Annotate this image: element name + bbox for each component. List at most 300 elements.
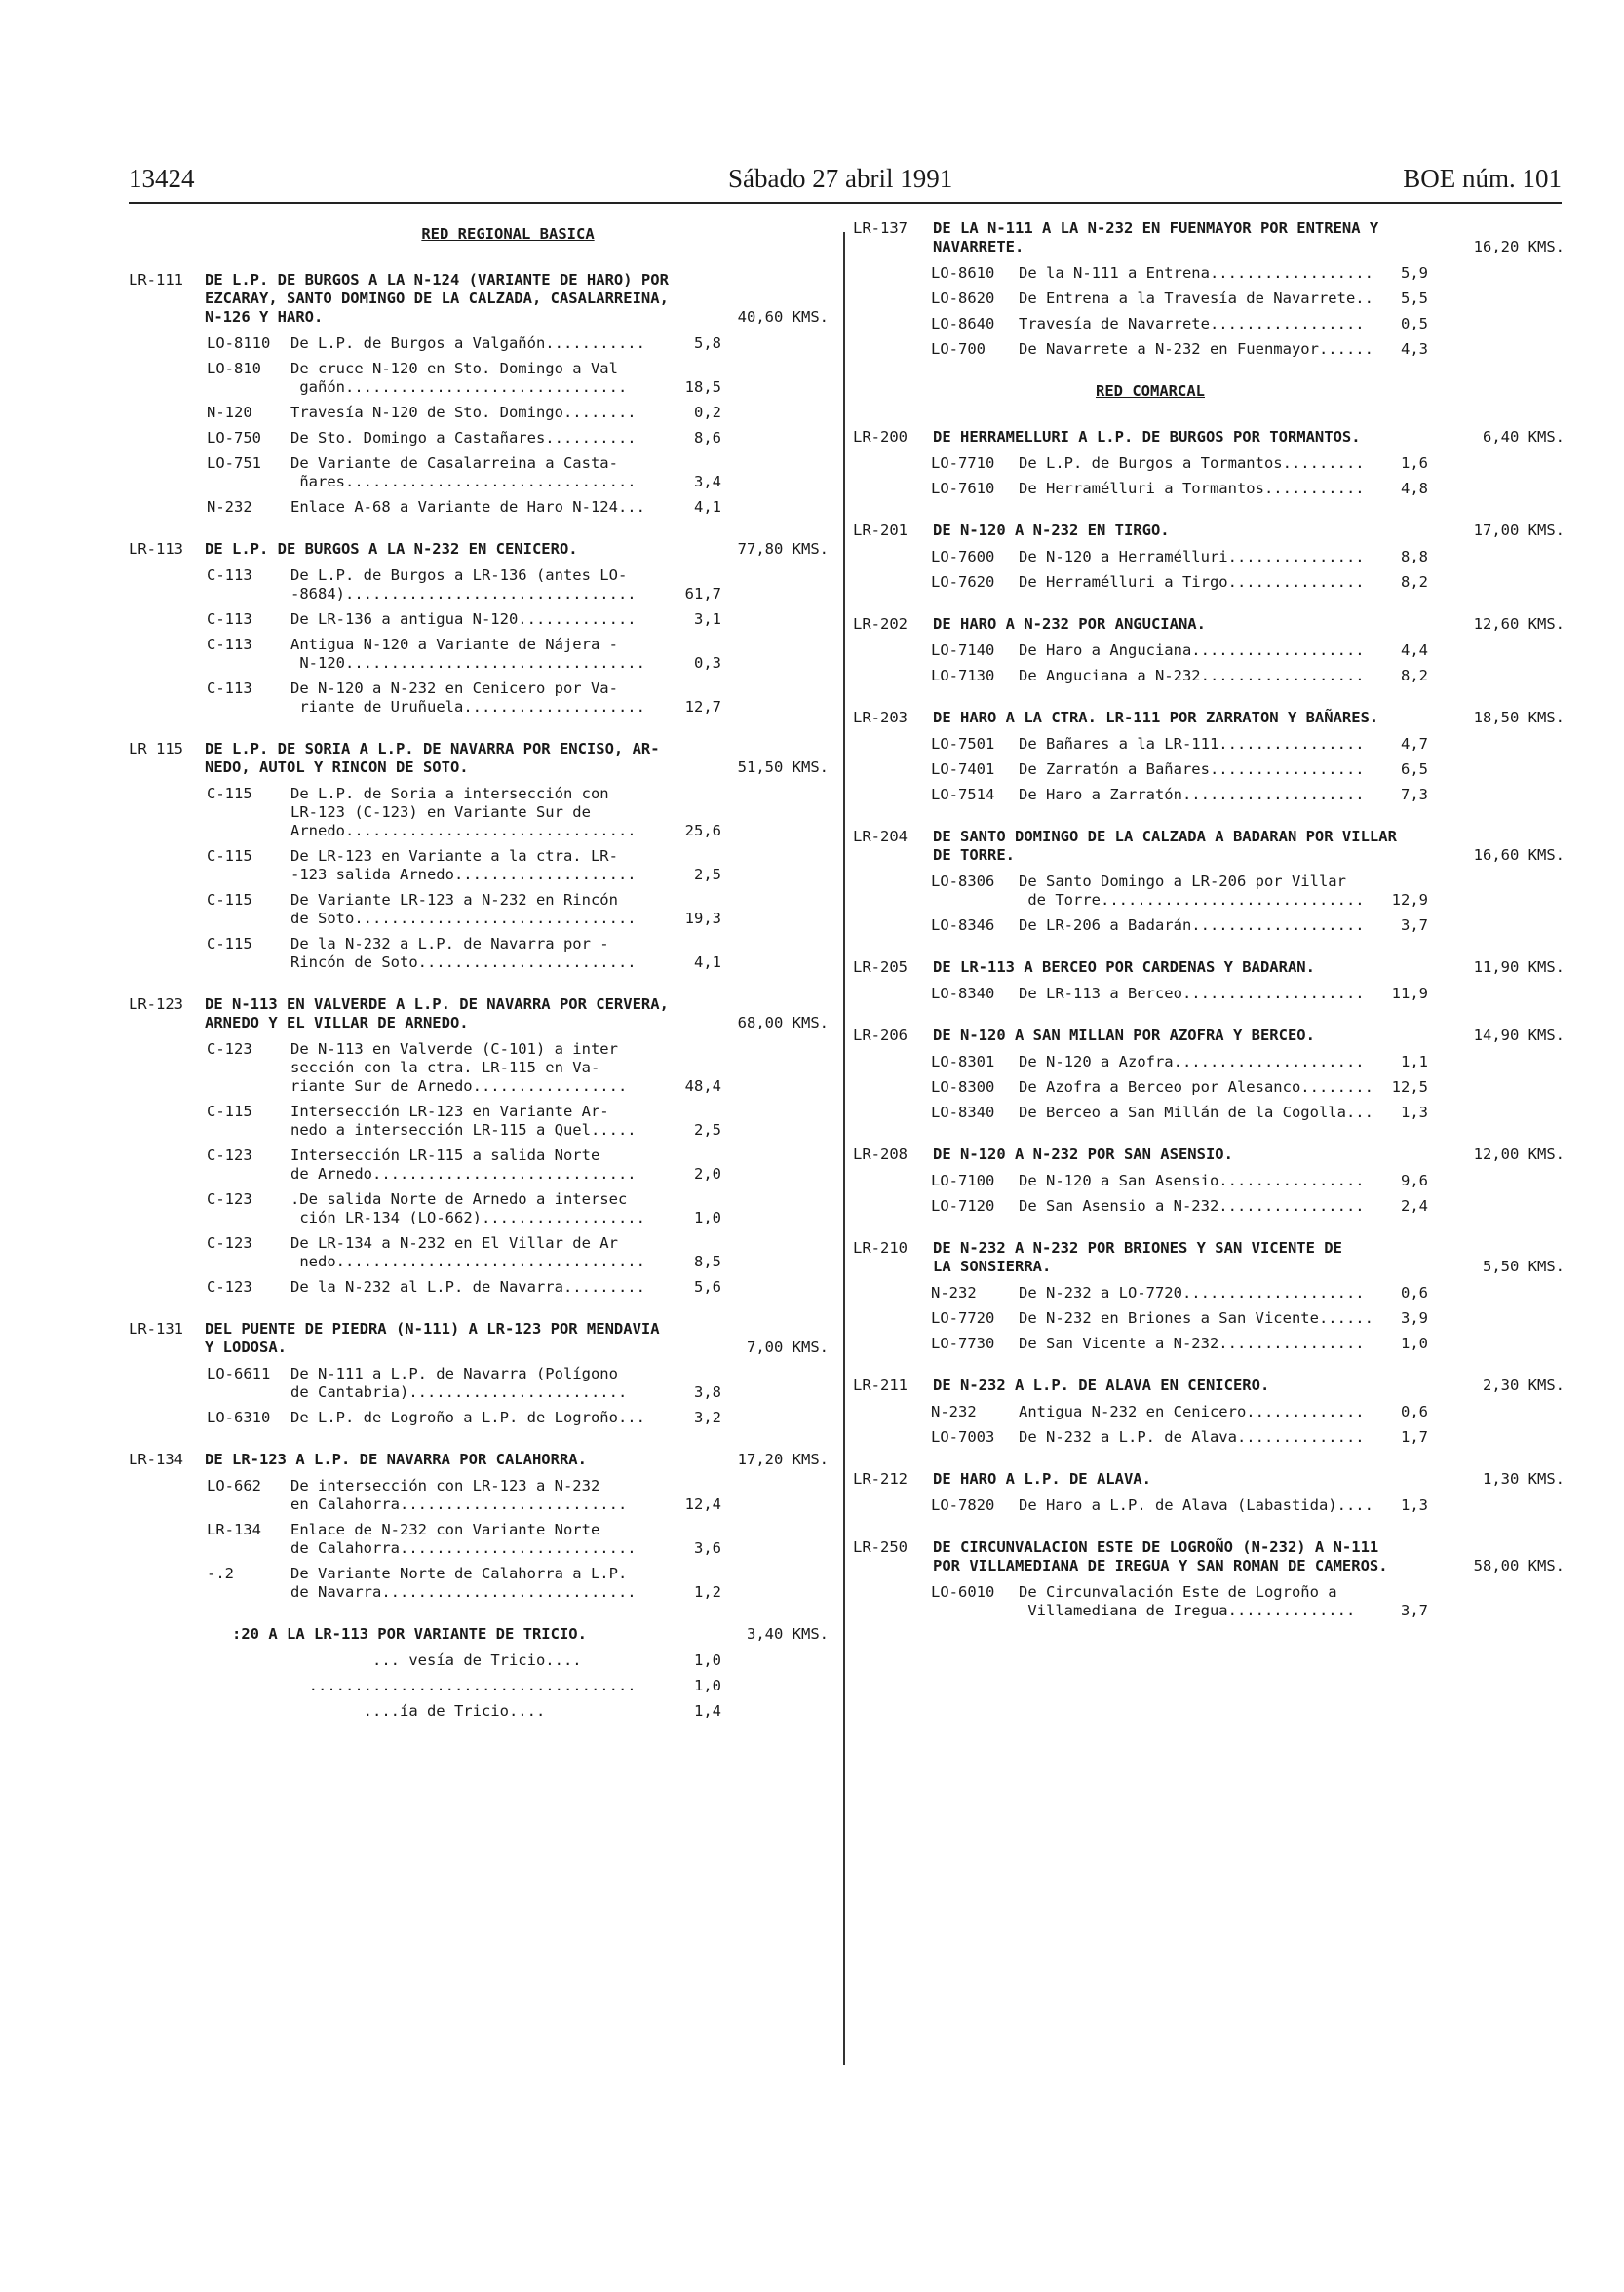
segment-code: LO-8300 bbox=[931, 1078, 995, 1096]
segment-row bbox=[129, 1677, 829, 1695]
segment-length: 0,6 bbox=[1401, 1403, 1428, 1420]
road-code: LR-113 bbox=[129, 540, 183, 558]
road-description: DEL PUENTE DE PIEDRA (N-111) A LR-123 POR MENDAVIA Y LODOSA. bbox=[205, 1320, 660, 1356]
segment-code: LO-6010 bbox=[931, 1583, 995, 1601]
segment-description: De N-111 a L.P. de Navarra (Polígono de Cantabria)........................ bbox=[290, 1365, 628, 1401]
road-length: 17,00 KMS. bbox=[1473, 522, 1565, 539]
segment-length: 1,2 bbox=[694, 1583, 721, 1601]
page-number: 13424 bbox=[129, 164, 195, 193]
segment-description: .................................... bbox=[290, 1677, 637, 1694]
segment-row bbox=[853, 1403, 1565, 1421]
segment-row bbox=[853, 786, 1565, 804]
segment-description: De LR-113 a Berceo.................... bbox=[1019, 985, 1365, 1002]
segment-list bbox=[129, 785, 829, 972]
segment-description: De Haro a Anguciana................... bbox=[1019, 641, 1365, 659]
section-title-comarcal: RED COMARCAL bbox=[1096, 382, 1205, 400]
segment-row bbox=[853, 641, 1565, 660]
segment-row bbox=[853, 1309, 1565, 1328]
segment-description: ... vesía de Tricio.... bbox=[290, 1651, 582, 1669]
road-code: LR-208 bbox=[853, 1146, 908, 1163]
road-code: LR-200 bbox=[853, 428, 908, 446]
road-code: LR-111 bbox=[129, 271, 183, 289]
segment-code: LO-7820 bbox=[931, 1496, 995, 1514]
road-code: LR-210 bbox=[853, 1239, 908, 1257]
segment-length: 12,5 bbox=[1391, 1078, 1428, 1096]
road-entry bbox=[853, 219, 1565, 359]
segment-row bbox=[853, 340, 1565, 359]
segment-row bbox=[853, 454, 1565, 473]
segment-description: De N-232 a L.P. de Alava.............. bbox=[1019, 1428, 1365, 1446]
segment-length: 4,7 bbox=[1401, 735, 1428, 753]
segment-row bbox=[129, 1146, 829, 1184]
segment-row bbox=[853, 735, 1565, 754]
road-description: DE L.P. DE BURGOS A LA N-232 EN CENICERO. bbox=[205, 540, 578, 558]
segment-list bbox=[853, 985, 1565, 1003]
segment-length: 12,9 bbox=[1391, 891, 1428, 909]
segment-row bbox=[853, 315, 1565, 333]
segment-length: 1,7 bbox=[1401, 1428, 1428, 1446]
segment-row bbox=[853, 1197, 1565, 1216]
road-length: 17,20 KMS. bbox=[737, 1451, 829, 1468]
segment-description: De N-113 en Valverde (C-101) a inter sección con la ctra. LR-115 en Va- riante Sur de Arnedo................. bbox=[290, 1040, 628, 1095]
segment-code: LO-700 bbox=[931, 340, 986, 358]
segment-description: Antigua N-120 a Variante de Nájera - N-120................................. bbox=[290, 636, 645, 672]
segment-length: 1,0 bbox=[1401, 1335, 1428, 1352]
segment-description: De Herramélluri a Tirgo............... bbox=[1019, 573, 1365, 591]
road-entry bbox=[853, 1239, 1565, 1353]
segment-description: De Circunvalación Este de Logroño a Villamediana de Iregua.............. bbox=[1019, 1583, 1356, 1619]
road-description: DE SANTO DOMINGO DE LA CALZADA A BADARAN POR VILLAR DE TORRE. bbox=[933, 828, 1397, 864]
segment-code: C-115 bbox=[207, 1103, 252, 1120]
segment-description: De Berceo a San Millán de la Cogolla... bbox=[1019, 1104, 1373, 1121]
road-entry bbox=[129, 740, 829, 972]
segment-description: De Haro a Zarratón.................... bbox=[1019, 786, 1365, 803]
segment-length: 2,5 bbox=[694, 1121, 721, 1139]
road-length: 51,50 KMS. bbox=[737, 758, 829, 776]
road-length: 12,60 KMS. bbox=[1473, 615, 1565, 633]
segment-length: 25,6 bbox=[684, 822, 721, 839]
segment-list bbox=[853, 1496, 1565, 1515]
road-entry bbox=[853, 828, 1565, 935]
segment-code: LO-810 bbox=[207, 360, 261, 377]
segment-description: De Zarratón a Bañares................. bbox=[1019, 760, 1365, 778]
segment-row bbox=[853, 985, 1565, 1003]
road-description: DE LR-123 A L.P. DE NAVARRA POR CALAHORRA. bbox=[205, 1451, 587, 1468]
segment-row bbox=[129, 566, 829, 603]
segment-code: LO-7620 bbox=[931, 573, 995, 591]
segment-list bbox=[853, 641, 1565, 685]
segment-row bbox=[129, 891, 829, 928]
segment-row bbox=[129, 1190, 829, 1227]
segment-length: 5,6 bbox=[694, 1278, 721, 1296]
segment-code: LO-7100 bbox=[931, 1172, 995, 1189]
segment-row bbox=[129, 1409, 829, 1427]
issue-date: Sábado 27 abril 1991 bbox=[728, 164, 953, 193]
segment-description: De Variante LR-123 a N-232 en Rincón de Soto............................... bbox=[290, 891, 637, 927]
segment-length: 3,8 bbox=[694, 1383, 721, 1401]
segment-description: De la N-232 a L.P. de Navarra por - Rincón de Soto........................ bbox=[290, 935, 637, 971]
road-description: DE HARO A N-232 POR ANGUCIANA. bbox=[933, 615, 1206, 633]
segment-row bbox=[129, 334, 829, 353]
road-length: 77,80 KMS. bbox=[737, 540, 829, 558]
road-code: LR 115 bbox=[129, 740, 183, 758]
segment-row bbox=[853, 1172, 1565, 1190]
segment-row bbox=[129, 498, 829, 517]
road-length: 16,20 KMS. bbox=[1473, 238, 1565, 255]
road-code: LR-123 bbox=[129, 995, 183, 1013]
segment-length: 4,1 bbox=[694, 953, 721, 971]
road-entry bbox=[853, 1538, 1565, 1620]
segment-list bbox=[853, 1284, 1565, 1353]
segment-description: Enlace A-68 a Variante de Haro N-124... bbox=[290, 498, 645, 516]
segment-length: 8,8 bbox=[1401, 548, 1428, 565]
segment-length: 7,3 bbox=[1401, 786, 1428, 803]
segment-length: 3,6 bbox=[694, 1539, 721, 1557]
segment-row bbox=[853, 264, 1565, 283]
segment-description: De Santo Domingo a LR-206 por Villar de Torre............................. bbox=[1019, 873, 1365, 909]
road-length: 1,30 KMS. bbox=[1483, 1470, 1565, 1488]
segment-list bbox=[853, 1172, 1565, 1216]
segment-list bbox=[129, 1040, 829, 1297]
road-length: 7,00 KMS. bbox=[747, 1339, 829, 1356]
segment-description: De Haro a L.P. de Alava (Labastida).... bbox=[1019, 1496, 1373, 1514]
road-entry bbox=[129, 1625, 829, 1721]
road-entry bbox=[853, 1377, 1565, 1447]
road-entry bbox=[853, 1027, 1565, 1122]
issue-number: BOE núm. 101 bbox=[1403, 164, 1562, 193]
segment-length: 9,6 bbox=[1401, 1172, 1428, 1189]
segment-row bbox=[129, 454, 829, 491]
segment-description: De L.P. de Burgos a LR-136 (antes LO- -8684)................................ bbox=[290, 566, 637, 602]
segment-row bbox=[129, 610, 829, 629]
segment-description: Enlace de N-232 con Variante Norte de Calahorra.......................... bbox=[290, 1521, 637, 1557]
road-code: LR-250 bbox=[853, 1538, 908, 1556]
segment-description: De San Vicente a N-232................ bbox=[1019, 1335, 1365, 1352]
segment-list bbox=[853, 1053, 1565, 1122]
road-entry bbox=[853, 1470, 1565, 1515]
header-rule bbox=[129, 202, 1562, 204]
segment-length: 8,2 bbox=[1401, 667, 1428, 684]
segment-length: 8,5 bbox=[694, 1253, 721, 1270]
segment-list bbox=[129, 1477, 829, 1602]
segment-length: 3,1 bbox=[694, 610, 721, 628]
segment-code: N-232 bbox=[931, 1403, 977, 1420]
segment-code: LO-8301 bbox=[931, 1053, 995, 1070]
segment-list bbox=[129, 1651, 829, 1721]
segment-code: C-115 bbox=[207, 847, 252, 865]
road-code: LR-212 bbox=[853, 1470, 908, 1488]
segment-list bbox=[853, 1403, 1565, 1447]
segment-description: De intersección con LR-123 a N-232 en Calahorra......................... bbox=[290, 1477, 628, 1513]
road-entry bbox=[129, 1451, 829, 1602]
segment-description: .De salida Norte de Arnedo a intersec ción LR-134 (LO-662).................. bbox=[290, 1190, 645, 1226]
segment-description: De Navarrete a N-232 en Fuenmayor...... bbox=[1019, 340, 1373, 358]
segment-row bbox=[129, 680, 829, 717]
segment-code: LO-8340 bbox=[931, 985, 995, 1002]
segment-row bbox=[129, 1278, 829, 1297]
segment-code: LO-750 bbox=[207, 429, 261, 447]
segment-code: LO-662 bbox=[207, 1477, 261, 1495]
segment-code: LO-8110 bbox=[207, 334, 271, 352]
road-length: 6,40 KMS. bbox=[1483, 428, 1565, 446]
segment-row bbox=[853, 1284, 1565, 1302]
segment-description: ....ía de Tricio.... bbox=[290, 1702, 546, 1720]
segment-description: De San Asensio a N-232................ bbox=[1019, 1197, 1365, 1215]
segment-description: De Anguciana a N-232.................. bbox=[1019, 667, 1365, 684]
segment-code: LO-7501 bbox=[931, 735, 995, 753]
road-code: LR-201 bbox=[853, 522, 908, 539]
road-description: DE N-232 A L.P. DE ALAVA EN CENICERO. bbox=[933, 1377, 1270, 1394]
segment-description: De LR-136 a antigua N-120............. bbox=[290, 610, 637, 628]
segment-row bbox=[853, 1428, 1565, 1447]
road-description: DE N-113 EN VALVERDE A L.P. DE NAVARRA POR CERVERA, ARNEDO Y EL VILLAR DE ARNEDO. bbox=[205, 995, 669, 1031]
segment-description: De N-120 a San Asensio................ bbox=[1019, 1172, 1365, 1189]
segment-row bbox=[853, 916, 1565, 935]
road-code: LR-131 bbox=[129, 1320, 183, 1338]
segment-code: C-123 bbox=[207, 1234, 252, 1252]
segment-length: 5,9 bbox=[1401, 264, 1428, 282]
segment-length: 1,6 bbox=[1401, 454, 1428, 472]
road-description: DE L.P. DE SORIA A L.P. DE NAVARRA POR ENCISO, AR- NEDO, AUTOL Y RINCON DE SOTO. bbox=[205, 740, 660, 776]
segment-row bbox=[129, 1565, 829, 1602]
segment-row bbox=[129, 1040, 829, 1096]
road-code: LR-206 bbox=[853, 1027, 908, 1044]
segment-description: De N-120 a Herramélluri............... bbox=[1019, 548, 1365, 565]
segment-length: 1,4 bbox=[694, 1702, 721, 1720]
segment-row bbox=[853, 290, 1565, 308]
segment-row bbox=[129, 1234, 829, 1271]
segment-code: LO-7401 bbox=[931, 760, 995, 778]
segment-description: De Azofra a Berceo por Alesanco........ bbox=[1019, 1078, 1373, 1096]
road-entry bbox=[853, 709, 1565, 804]
road-length: 18,50 KMS. bbox=[1473, 709, 1565, 726]
segment-description: De N-120 a N-232 en Cenicero por Va- riante de Uruñuela.................... bbox=[290, 680, 645, 716]
road-description: DE HARO A L.P. DE ALAVA. bbox=[933, 1470, 1151, 1488]
segment-description: Travesía de Navarrete................. bbox=[1019, 315, 1365, 332]
segment-list bbox=[853, 1583, 1565, 1620]
segment-description: De N-232 en Briones a San Vicente...... bbox=[1019, 1309, 1373, 1327]
segment-description: De LR-206 a Badarán................... bbox=[1019, 916, 1365, 934]
segment-code: C-123 bbox=[207, 1278, 252, 1296]
road-code: LR-204 bbox=[853, 828, 908, 845]
right-road-list-a bbox=[853, 219, 1565, 359]
segment-length: 3,9 bbox=[1401, 1309, 1428, 1327]
segment-description: De L.P. de Logroño a L.P. de Logroño... bbox=[290, 1409, 645, 1426]
segment-code: LO-7730 bbox=[931, 1335, 995, 1352]
segment-row bbox=[129, 1521, 829, 1558]
road-code: LR-203 bbox=[853, 709, 908, 726]
road-entry bbox=[129, 1320, 829, 1427]
segment-description: De Bañares a la LR-111................ bbox=[1019, 735, 1365, 753]
segment-length: 4,8 bbox=[1401, 480, 1428, 497]
segment-row bbox=[853, 1053, 1565, 1071]
segment-length: 4,4 bbox=[1401, 641, 1428, 659]
segment-description: De cruce N-120 en Sto. Domingo a Val gañón............................... bbox=[290, 360, 628, 396]
segment-code: C-113 bbox=[207, 566, 252, 584]
road-code: LR-134 bbox=[129, 1451, 183, 1468]
segment-row bbox=[129, 360, 829, 397]
segment-length: 19,3 bbox=[684, 910, 721, 927]
segment-row bbox=[853, 1335, 1565, 1353]
road-description: DE LR-113 A BERCEO POR CARDENAS Y BADARAN. bbox=[933, 958, 1315, 976]
road-entry bbox=[129, 540, 829, 717]
segment-row bbox=[853, 873, 1565, 910]
segment-row bbox=[129, 785, 829, 840]
segment-length: 1,1 bbox=[1401, 1053, 1428, 1070]
segment-row bbox=[853, 548, 1565, 566]
right-road-list-b bbox=[853, 428, 1565, 1620]
segment-list bbox=[129, 1365, 829, 1427]
segment-code: LO-7003 bbox=[931, 1428, 995, 1446]
segment-description: Intersección LR-123 en Variante Ar- nedo a intersección LR-115 a Quel..... bbox=[290, 1103, 637, 1139]
segment-row bbox=[853, 1583, 1565, 1620]
segment-row bbox=[129, 429, 829, 447]
segment-code: N-232 bbox=[207, 498, 252, 516]
segment-description: De Variante de Casalarreina a Casta- ñares................................ bbox=[290, 454, 637, 490]
segment-length: 8,6 bbox=[694, 429, 721, 447]
right-column bbox=[853, 219, 1565, 1644]
segment-length: 2,4 bbox=[1401, 1197, 1428, 1215]
segment-length: 1,0 bbox=[694, 1677, 721, 1694]
road-description: DE N-120 A SAN MILLAN POR AZOFRA Y BERCEO. bbox=[933, 1027, 1315, 1044]
segment-length: 12,7 bbox=[684, 698, 721, 716]
segment-code: LO-8640 bbox=[931, 315, 995, 332]
segment-code: C-115 bbox=[207, 935, 252, 952]
segment-length: 0,5 bbox=[1401, 315, 1428, 332]
segment-code: C-115 bbox=[207, 891, 252, 909]
segment-description: De la N-232 al L.P. de Navarra......... bbox=[290, 1278, 645, 1296]
segment-length: 3,4 bbox=[694, 473, 721, 490]
segment-row bbox=[129, 1702, 829, 1721]
segment-code: LO-7710 bbox=[931, 454, 995, 472]
segment-row bbox=[853, 667, 1565, 685]
road-description: DE L.P. DE BURGOS A LA N-124 (VARIANTE DE HARO) POR EZCARAY, SANTO DOMINGO DE LA CALZADA, CASALARREINA, N-126 Y HARO. bbox=[205, 271, 669, 326]
road-code: LR-137 bbox=[853, 219, 908, 237]
segment-row bbox=[853, 573, 1565, 592]
left-road-list bbox=[129, 271, 829, 1721]
segment-row bbox=[129, 1103, 829, 1140]
segment-code: LO-8340 bbox=[931, 1104, 995, 1121]
segment-description: De Entrena a la Travesía de Navarrete.. bbox=[1019, 290, 1373, 307]
segment-length: 5,8 bbox=[694, 334, 721, 352]
road-description: DE LA N-111 A LA N-232 EN FUENMAYOR POR ENTRENA Y NAVARRETE. bbox=[933, 219, 1379, 255]
road-entry bbox=[853, 615, 1565, 685]
segment-code: -.2 bbox=[207, 1565, 234, 1582]
segment-code: LO-7514 bbox=[931, 786, 995, 803]
road-description: :20 A LA LR-113 POR VARIANTE DE TRICIO. bbox=[205, 1625, 587, 1643]
segment-code: LO-7720 bbox=[931, 1309, 995, 1327]
road-length: 58,00 KMS. bbox=[1473, 1557, 1565, 1574]
segment-row bbox=[129, 935, 829, 972]
segment-code: C-123 bbox=[207, 1040, 252, 1058]
road-length: 3,40 KMS. bbox=[747, 1625, 829, 1643]
segment-code: LO-7610 bbox=[931, 480, 995, 497]
segment-code: LO-8346 bbox=[931, 916, 995, 934]
page-header bbox=[129, 164, 1562, 203]
segment-list bbox=[853, 264, 1565, 359]
segment-list bbox=[129, 566, 829, 717]
segment-code: C-113 bbox=[207, 680, 252, 697]
segment-length: 1,0 bbox=[694, 1209, 721, 1226]
segment-code: C-115 bbox=[207, 785, 252, 802]
column-divider bbox=[843, 232, 845, 2065]
road-description: DE CIRCUNVALACION ESTE DE LOGROÑO (N-232) A N-111 POR VILLAMEDIANA DE IREGUA Y SAN ROMAN DE CAMEROS. bbox=[933, 1538, 1388, 1574]
segment-length: 0,3 bbox=[694, 654, 721, 672]
segment-length: 2,0 bbox=[694, 1165, 721, 1183]
segment-length: 8,2 bbox=[1401, 573, 1428, 591]
segment-length: 2,5 bbox=[694, 866, 721, 883]
road-code: LR-211 bbox=[853, 1377, 908, 1394]
segment-length: 3,7 bbox=[1401, 916, 1428, 934]
segment-description: De N-120 a Azofra..................... bbox=[1019, 1053, 1365, 1070]
segment-length: 1,3 bbox=[1401, 1104, 1428, 1121]
segment-description: De la N-111 a Entrena.................. bbox=[1019, 264, 1373, 282]
segment-description: Antigua N-232 en Cenicero............. bbox=[1019, 1403, 1365, 1420]
road-entry bbox=[129, 995, 829, 1297]
segment-row bbox=[853, 1496, 1565, 1515]
segment-length: 1,0 bbox=[694, 1651, 721, 1669]
segment-description: De Sto. Domingo a Castañares.......... bbox=[290, 429, 637, 447]
segment-code: LO-7120 bbox=[931, 1197, 995, 1215]
segment-length: 48,4 bbox=[684, 1077, 721, 1095]
segment-length: 3,7 bbox=[1401, 1602, 1428, 1619]
segment-code: LO-6611 bbox=[207, 1365, 271, 1382]
road-description: DE N-120 A N-232 POR SAN ASENSIO. bbox=[933, 1146, 1233, 1163]
segment-length: 0,2 bbox=[694, 404, 721, 421]
segment-length: 18,5 bbox=[684, 378, 721, 396]
segment-description: De LR-134 a N-232 en El Villar de Ar nedo.................................. bbox=[290, 1234, 645, 1270]
segment-row bbox=[129, 636, 829, 673]
segment-row bbox=[853, 1104, 1565, 1122]
segment-row bbox=[129, 1651, 829, 1670]
segment-length: 3,2 bbox=[694, 1409, 721, 1426]
segment-row bbox=[853, 760, 1565, 779]
road-length: 12,00 KMS. bbox=[1473, 1146, 1565, 1163]
road-entry bbox=[129, 271, 829, 517]
road-length: 14,90 KMS. bbox=[1473, 1027, 1565, 1044]
segment-code: C-113 bbox=[207, 636, 252, 653]
segment-length: 0,6 bbox=[1401, 1284, 1428, 1301]
road-code: LR-202 bbox=[853, 615, 908, 633]
left-column bbox=[129, 219, 829, 1744]
segment-code: C-123 bbox=[207, 1190, 252, 1208]
segment-row bbox=[129, 404, 829, 422]
segment-code: LO-7140 bbox=[931, 641, 995, 659]
road-description: DE N-232 A N-232 POR BRIONES Y SAN VICENTE DE LA SONSIERRA. bbox=[933, 1239, 1342, 1275]
segment-code: N-120 bbox=[207, 404, 252, 421]
segment-list bbox=[129, 334, 829, 517]
road-length: 11,90 KMS. bbox=[1473, 958, 1565, 976]
road-entry bbox=[853, 1146, 1565, 1216]
segment-description: De N-232 a LO-7720.................... bbox=[1019, 1284, 1365, 1301]
segment-code: LO-8610 bbox=[931, 264, 995, 282]
segment-row bbox=[129, 847, 829, 884]
segment-row bbox=[853, 480, 1565, 498]
segment-description: De Herramélluri a Tormantos........... bbox=[1019, 480, 1365, 497]
road-entry bbox=[853, 428, 1565, 498]
segment-description: De L.P. de Burgos a Valgañón........... bbox=[290, 334, 645, 352]
segment-description: Travesía N-120 de Sto. Domingo........ bbox=[290, 404, 637, 421]
road-length: 5,50 KMS. bbox=[1483, 1258, 1565, 1275]
segment-code: LO-751 bbox=[207, 454, 261, 472]
section-title: RED REGIONAL BASICA bbox=[421, 225, 595, 243]
segment-length: 4,1 bbox=[694, 498, 721, 516]
segment-length: 4,3 bbox=[1401, 340, 1428, 358]
segment-length: 5,5 bbox=[1401, 290, 1428, 307]
segment-description: Intersección LR-115 a salida Norte de Arnedo............................. bbox=[290, 1146, 637, 1183]
road-description: DE HARO A LA CTRA. LR-111 POR ZARRATON Y BAÑARES. bbox=[933, 709, 1379, 726]
segment-length: 6,5 bbox=[1401, 760, 1428, 778]
